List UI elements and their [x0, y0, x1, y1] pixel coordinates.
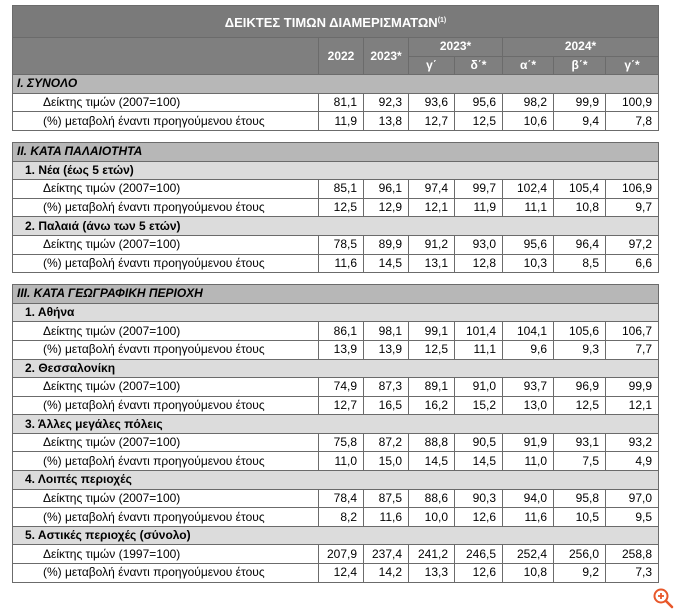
table-row: [13, 254, 659, 273]
table-cell: 74,9: [319, 378, 364, 397]
row-label: Δείκτης τιμών (1997=100): [13, 545, 319, 564]
table-cell: 9,2: [554, 564, 606, 583]
table-cell: 88,6: [409, 489, 455, 508]
header-quarter: α΄*: [503, 56, 554, 75]
table-cell: 11,9: [319, 112, 364, 131]
table-cell: 10,3: [503, 254, 554, 273]
table-cell: 96,9: [554, 378, 606, 397]
table-cell: 95,6: [503, 235, 554, 254]
table-cell: 96,1: [364, 180, 409, 199]
table-cell: 256,0: [554, 545, 606, 564]
table-cell: 13,9: [364, 340, 409, 359]
row-label: (%) μεταβολή έναντι προηγούμενου έτους: [13, 198, 319, 217]
table-cell: 11,1: [455, 340, 503, 359]
section-heading: ΙΙΙ. ΚΑΤΑ ΓΕΩΓΡΑΦΙΚΗ ΠΕΡΙΟΧΗ: [13, 285, 659, 304]
table-cell: 85,1: [319, 180, 364, 199]
row-label: Δείκτης τιμών (2007=100): [13, 378, 319, 397]
subsection-heading: 4. Λοιπές περιοχές: [13, 471, 659, 490]
table-cell: 106,7: [606, 322, 659, 341]
table-cell: 9,7: [606, 198, 659, 217]
table-cell: 88,8: [409, 433, 455, 452]
table-cell: 14,2: [364, 564, 409, 583]
subsection-heading: 2. Παλαιά (άνω των 5 ετών): [13, 217, 659, 236]
table-cell: 9,4: [554, 112, 606, 131]
table-cell: 99,9: [554, 93, 606, 112]
table-cell: 102,4: [503, 180, 554, 199]
row-label: (%) μεταβολή έναντι προηγούμενου έτους: [13, 564, 319, 583]
table-cell: 11,1: [503, 198, 554, 217]
header-quarter: β΄*: [554, 56, 606, 75]
row-label: Δείκτης τιμών (2007=100): [13, 322, 319, 341]
table-cell: 87,2: [364, 433, 409, 452]
row-label: (%) μεταβολή έναντι προηγούμενου έτους: [13, 112, 319, 131]
table-cell: 99,9: [606, 378, 659, 397]
table-cell: 12,1: [409, 198, 455, 217]
row-label: (%) μεταβολή έναντι προηγούμενου έτους: [13, 452, 319, 471]
table-cell: 246,5: [455, 545, 503, 564]
table-cell: 16,2: [409, 396, 455, 415]
table-row: [13, 452, 659, 471]
table-cell: 13,0: [503, 396, 554, 415]
table-row: [13, 508, 659, 527]
table-cell: 90,3: [455, 489, 503, 508]
table-cell: 106,9: [606, 180, 659, 199]
subsection-heading: 5. Αστικές περιοχές (σύνολο): [13, 526, 659, 545]
table-cell: 12,7: [319, 396, 364, 415]
table-cell: 93,2: [606, 433, 659, 452]
header-blank-cell: [13, 38, 319, 75]
table-cell: 10,8: [554, 198, 606, 217]
table-cell: 94,0: [503, 489, 554, 508]
table-cell: 93,7: [503, 378, 554, 397]
title-footnote-mark: (1): [437, 17, 447, 24]
subsection-heading: 2. Θεσσαλονίκη: [13, 359, 659, 378]
table-cell: 7,7: [606, 340, 659, 359]
table-title: [13, 6, 659, 38]
table-cell: 95,6: [455, 93, 503, 112]
table-cell: 13,9: [319, 340, 364, 359]
table-cell: 15,0: [364, 452, 409, 471]
table-cell: 78,5: [319, 235, 364, 254]
section-heading: ΙΙ. ΚΑΤΑ ΠΑΛΑΙΟΤΗΤΑ: [13, 142, 659, 161]
header-year-2022: 2022: [319, 38, 364, 75]
row-label: Δείκτης τιμών (2007=100): [13, 433, 319, 452]
table-cell: 12,5: [409, 340, 455, 359]
table-cell: 12,6: [455, 508, 503, 527]
row-label: (%) μεταβολή έναντι προηγούμενου έτους: [13, 508, 319, 527]
row-label: Δείκτης τιμών (2007=100): [13, 180, 319, 199]
table-cell: 97,0: [606, 489, 659, 508]
table-row: [13, 545, 659, 564]
table-cell: 13,8: [364, 112, 409, 131]
table-row: [13, 433, 659, 452]
table-cell: 10,8: [503, 564, 554, 583]
table-cell: 75,8: [319, 433, 364, 452]
table-row: [13, 93, 659, 112]
table-cell: 9,6: [503, 340, 554, 359]
table-cell: 10,6: [503, 112, 554, 131]
table-cell: 9,5: [606, 508, 659, 527]
table-row: [13, 322, 659, 341]
table-cell: 92,3: [364, 93, 409, 112]
table-cell: 237,4: [364, 545, 409, 564]
table-cell: 97,4: [409, 180, 455, 199]
table-cell: 97,2: [606, 235, 659, 254]
table-cell: 100,9: [606, 93, 659, 112]
table-cell: 12,5: [319, 198, 364, 217]
table-cell: 12,9: [364, 198, 409, 217]
header-year-2023: 2023*: [364, 38, 409, 75]
row-label: Δείκτης τιμών (2007=100): [13, 235, 319, 254]
table-cell: 16,5: [364, 396, 409, 415]
table-cell: 93,1: [554, 433, 606, 452]
table-cell: 11,6: [364, 508, 409, 527]
row-label: (%) μεταβολή έναντι προηγούμενου έτους: [13, 340, 319, 359]
table-cell: 13,1: [409, 254, 455, 273]
table-cell: 258,8: [606, 545, 659, 564]
table-cell: 6,6: [606, 254, 659, 273]
table-row: [13, 489, 659, 508]
table-cell: 207,9: [319, 545, 364, 564]
table-cell: 93,0: [455, 235, 503, 254]
row-label: (%) μεταβολή έναντι προηγούμενου έτους: [13, 254, 319, 273]
table-cell: 78,4: [319, 489, 364, 508]
table-cell: 12,8: [455, 254, 503, 273]
table-cell: 91,9: [503, 433, 554, 452]
row-label: Δείκτης τιμών (2007=100): [13, 93, 319, 112]
table-row: [13, 112, 659, 131]
table-cell: 89,9: [364, 235, 409, 254]
row-label: Δείκτης τιμών (2007=100): [13, 489, 319, 508]
table-cell: 11,6: [319, 254, 364, 273]
header-quarter: δ΄*: [455, 56, 503, 75]
header-group-2023: 2023*: [409, 38, 503, 57]
table-cell: 98,1: [364, 322, 409, 341]
table-cell: 105,4: [554, 180, 606, 199]
table-cell: 13,3: [409, 564, 455, 583]
table-cell: 7,5: [554, 452, 606, 471]
table-cell: 11,9: [455, 198, 503, 217]
table-cell: 95,8: [554, 489, 606, 508]
table-cell: 12,1: [606, 396, 659, 415]
section-spacer: [13, 130, 659, 142]
table-cell: 14,5: [364, 254, 409, 273]
table-cell: 10,0: [409, 508, 455, 527]
table-cell: 91,2: [409, 235, 455, 254]
table-cell: 15,2: [455, 396, 503, 415]
table-cell: 11,6: [503, 508, 554, 527]
price-index-table: [12, 5, 659, 583]
subsection-heading: 3. Άλλες μεγάλες πόλεις: [13, 415, 659, 434]
table-cell: 11,0: [503, 452, 554, 471]
table-cell: 93,6: [409, 93, 455, 112]
table-cell: 87,5: [364, 489, 409, 508]
table-cell: 9,3: [554, 340, 606, 359]
table-cell: 10,5: [554, 508, 606, 527]
table-row: [13, 564, 659, 583]
table-cell: 96,4: [554, 235, 606, 254]
zoom-in-icon[interactable]: [652, 587, 674, 609]
table-row: [13, 378, 659, 397]
table-row: [13, 396, 659, 415]
price-index-table-container: [12, 5, 658, 583]
table-cell: 99,7: [455, 180, 503, 199]
header-group-2024: 2024*: [503, 38, 659, 57]
table-cell: 241,2: [409, 545, 455, 564]
table-cell: 12,4: [319, 564, 364, 583]
table-row: [13, 340, 659, 359]
table-cell: 252,4: [503, 545, 554, 564]
row-label: (%) μεταβολή έναντι προηγούμενου έτους: [13, 396, 319, 415]
table-cell: 81,1: [319, 93, 364, 112]
subsection-heading: 1. Νέα (έως 5 ετών): [13, 161, 659, 180]
table-cell: 11,0: [319, 452, 364, 471]
table-cell: 12,7: [409, 112, 455, 131]
table-cell: 99,1: [409, 322, 455, 341]
section-spacer: [13, 273, 659, 285]
table-cell: 104,1: [503, 322, 554, 341]
table-cell: 12,6: [455, 564, 503, 583]
table-row: [13, 198, 659, 217]
table-cell: 89,1: [409, 378, 455, 397]
table-title-text: ΔΕΙΚΤΕΣ ΤΙΜΩΝ ΔΙΑΜΕΡΙΣΜΑΤΩΝ: [224, 15, 438, 30]
table-row: [13, 235, 659, 254]
table-cell: 90,5: [455, 433, 503, 452]
subsection-heading: 1. Αθήνα: [13, 303, 659, 322]
table-cell: 14,5: [409, 452, 455, 471]
table-cell: 12,5: [554, 396, 606, 415]
table-cell: 7,8: [606, 112, 659, 131]
table-cell: 98,2: [503, 93, 554, 112]
table-cell: 105,6: [554, 322, 606, 341]
table-cell: 8,2: [319, 508, 364, 527]
table-cell: 14,5: [455, 452, 503, 471]
header-quarter: γ΄*: [606, 56, 659, 75]
section-heading: Ι. ΣΥΝΟΛΟ: [13, 75, 659, 94]
table-cell: 7,3: [606, 564, 659, 583]
table-row: [13, 180, 659, 199]
table-cell: 86,1: [319, 322, 364, 341]
table-cell: 87,3: [364, 378, 409, 397]
table-cell: 91,0: [455, 378, 503, 397]
table-cell: 8,5: [554, 254, 606, 273]
table-cell: 4,9: [606, 452, 659, 471]
table-cell: 12,5: [455, 112, 503, 131]
table-cell: 101,4: [455, 322, 503, 341]
header-quarter: γ΄: [409, 56, 455, 75]
